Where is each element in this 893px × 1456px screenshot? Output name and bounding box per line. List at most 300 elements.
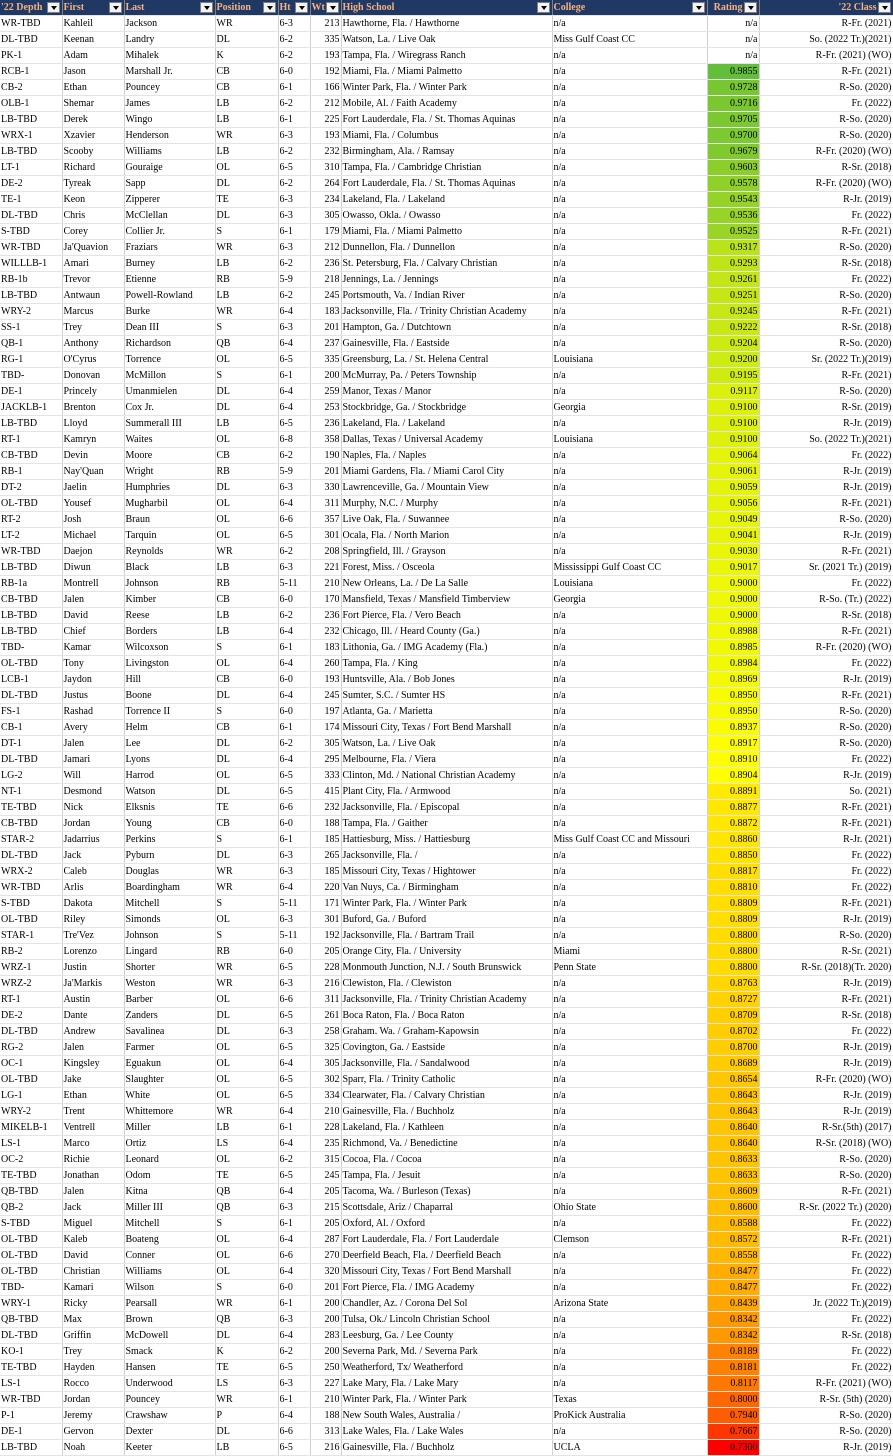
depth-cell[interactable]: TE-TBD xyxy=(0,800,62,816)
table-row[interactable] xyxy=(0,1120,893,1136)
class-cell[interactable]: R-Fr. (2020) (WO) xyxy=(759,1072,893,1088)
position-cell[interactable]: S xyxy=(215,224,278,240)
height-cell[interactable]: 6-2 xyxy=(278,176,310,192)
first-name-cell[interactable]: Ja'Quavion xyxy=(62,240,124,256)
first-name-cell[interactable]: Caleb xyxy=(62,864,124,880)
college-cell[interactable]: n/a xyxy=(552,1008,707,1024)
weight-cell[interactable]: 259 xyxy=(310,384,341,400)
rating-cell[interactable]: 0.9061 xyxy=(707,464,759,480)
first-name-cell[interactable]: Chris xyxy=(62,208,124,224)
high-school-cell[interactable]: Murphy, N.C. / Murphy xyxy=(341,496,552,512)
first-name-cell[interactable]: Kamar xyxy=(62,640,124,656)
position-cell[interactable]: S xyxy=(215,704,278,720)
col-header-high-school[interactable]: High School xyxy=(341,0,552,16)
high-school-cell[interactable]: Fort Pierce, Fla. / Vero Beach xyxy=(341,608,552,624)
first-name-cell[interactable]: Antwaun xyxy=(62,288,124,304)
height-cell[interactable]: 6-3 xyxy=(278,1200,310,1216)
college-cell[interactable]: Georgia xyxy=(552,400,707,416)
class-cell[interactable]: R-Jr. (2019) xyxy=(759,912,893,928)
position-cell[interactable]: TE xyxy=(215,800,278,816)
weight-cell[interactable]: 330 xyxy=(310,480,341,496)
class-cell[interactable]: R-So. (2020) xyxy=(759,720,893,736)
high-school-cell[interactable]: Cocoa, Fla. / Cocoa xyxy=(341,1152,552,1168)
table-row[interactable] xyxy=(0,1392,893,1408)
position-cell[interactable]: TE xyxy=(215,1360,278,1376)
position-cell[interactable]: LB xyxy=(215,608,278,624)
college-cell[interactable]: n/a xyxy=(552,1152,707,1168)
last-name-cell[interactable]: Waites xyxy=(124,432,215,448)
class-cell[interactable]: R-Fr. (2020) (WO) xyxy=(759,640,893,656)
height-cell[interactable]: 6-3 xyxy=(278,912,310,928)
college-cell[interactable]: n/a xyxy=(552,1312,707,1328)
height-cell[interactable]: 6-2 xyxy=(278,48,310,64)
depth-cell[interactable]: DT-1 xyxy=(0,736,62,752)
height-cell[interactable]: 6-2 xyxy=(278,448,310,464)
high-school-cell[interactable]: Missouri City, Texas / Fort Bend Marshall xyxy=(341,1264,552,1280)
col-header-depth[interactable]: '22 Depth xyxy=(0,0,62,16)
rating-cell[interactable]: 0.8640 xyxy=(707,1120,759,1136)
depth-cell[interactable]: RG-1 xyxy=(0,352,62,368)
class-cell[interactable]: Fr. (2022) xyxy=(759,864,893,880)
college-cell[interactable]: n/a xyxy=(552,192,707,208)
high-school-cell[interactable]: Jennings, La. / Jennings xyxy=(341,272,552,288)
last-name-cell[interactable]: Zanders xyxy=(124,1008,215,1024)
class-cell[interactable]: So. (2022 Tr.)(2021) xyxy=(759,432,893,448)
rating-cell[interactable]: 0.8609 xyxy=(707,1184,759,1200)
first-name-cell[interactable]: David xyxy=(62,1248,124,1264)
height-cell[interactable]: 6-6 xyxy=(278,1248,310,1264)
depth-cell[interactable]: TBD- xyxy=(0,640,62,656)
position-cell[interactable]: WR xyxy=(215,128,278,144)
depth-cell[interactable]: RCB-1 xyxy=(0,64,62,80)
rating-cell[interactable]: 0.9855 xyxy=(707,64,759,80)
last-name-cell[interactable]: Leonard xyxy=(124,1152,215,1168)
position-cell[interactable]: DL xyxy=(215,752,278,768)
class-cell[interactable]: R-Fr. (2021) xyxy=(759,64,893,80)
weight-cell[interactable]: 192 xyxy=(310,928,341,944)
filter-dropdown-icon[interactable] xyxy=(109,2,122,13)
height-cell[interactable]: 6-2 xyxy=(278,1152,310,1168)
first-name-cell[interactable]: Diwun xyxy=(62,560,124,576)
table-row[interactable] xyxy=(0,624,893,640)
high-school-cell[interactable]: Graham. Wa. / Graham-Kapowsin xyxy=(341,1024,552,1040)
college-cell[interactable]: n/a xyxy=(552,336,707,352)
rating-cell[interactable]: 0.9222 xyxy=(707,320,759,336)
table-row[interactable] xyxy=(0,1216,893,1232)
rating-cell[interactable]: 0.8950 xyxy=(707,688,759,704)
high-school-cell[interactable]: Jacksonville, Fla. / Sandalwood xyxy=(341,1056,552,1072)
depth-cell[interactable]: WRY-2 xyxy=(0,1104,62,1120)
position-cell[interactable]: OL xyxy=(215,528,278,544)
depth-cell[interactable]: LT-1 xyxy=(0,160,62,176)
last-name-cell[interactable]: Farmer xyxy=(124,1040,215,1056)
depth-cell[interactable]: RG-2 xyxy=(0,1040,62,1056)
rating-cell[interactable]: 0.9603 xyxy=(707,160,759,176)
high-school-cell[interactable]: Hampton, Ga. / Dutchtown xyxy=(341,320,552,336)
high-school-cell[interactable]: Richmond, Va. / Benedictine xyxy=(341,1136,552,1152)
position-cell[interactable]: WR xyxy=(215,864,278,880)
college-cell[interactable]: n/a xyxy=(552,688,707,704)
high-school-cell[interactable]: Dunnellon, Fla. / Dunnellon xyxy=(341,240,552,256)
depth-cell[interactable]: OL-TBD xyxy=(0,656,62,672)
position-cell[interactable]: WR xyxy=(215,304,278,320)
first-name-cell[interactable]: Dante xyxy=(62,1008,124,1024)
rating-cell[interactable]: 0.8763 xyxy=(707,976,759,992)
last-name-cell[interactable]: Fraziars xyxy=(124,240,215,256)
class-cell[interactable]: R-Sr.(5th) (2017) xyxy=(759,1120,893,1136)
weight-cell[interactable]: 235 xyxy=(310,1136,341,1152)
table-row[interactable] xyxy=(0,1104,893,1120)
high-school-cell[interactable]: Hawthorne, Fla. / Hawthorne xyxy=(341,16,552,32)
rating-cell[interactable]: 0.8439 xyxy=(707,1296,759,1312)
height-cell[interactable]: 5-9 xyxy=(278,464,310,480)
first-name-cell[interactable]: Lorenzo xyxy=(62,944,124,960)
class-cell[interactable]: R-Fr. (2021) xyxy=(759,800,893,816)
first-name-cell[interactable]: Anthony xyxy=(62,336,124,352)
weight-cell[interactable]: 166 xyxy=(310,80,341,96)
height-cell[interactable]: 6-3 xyxy=(278,1376,310,1392)
rating-cell[interactable]: 0.9017 xyxy=(707,560,759,576)
weight-cell[interactable]: 301 xyxy=(310,528,341,544)
depth-cell[interactable]: S-TBD xyxy=(0,224,62,240)
position-cell[interactable]: LB xyxy=(215,624,278,640)
col-header-position[interactable]: Position xyxy=(215,0,278,16)
depth-cell[interactable]: TBD- xyxy=(0,1280,62,1296)
class-cell[interactable]: R-Fr. (2021) (WO) xyxy=(759,48,893,64)
last-name-cell[interactable]: Kimber xyxy=(124,592,215,608)
college-cell[interactable]: n/a xyxy=(552,1328,707,1344)
weight-cell[interactable]: 232 xyxy=(310,144,341,160)
height-cell[interactable]: 6-5 xyxy=(278,784,310,800)
high-school-cell[interactable]: St. Petersburg, Fla. / Calvary Christian xyxy=(341,256,552,272)
height-cell[interactable]: 6-6 xyxy=(278,992,310,1008)
position-cell[interactable]: K xyxy=(215,1344,278,1360)
class-cell[interactable]: Fr. (2022) xyxy=(759,1024,893,1040)
table-row[interactable] xyxy=(0,640,893,656)
high-school-cell[interactable]: Buford, Ga. / Buford xyxy=(341,912,552,928)
last-name-cell[interactable]: Crawshaw xyxy=(124,1408,215,1424)
height-cell[interactable]: 6-3 xyxy=(278,848,310,864)
high-school-cell[interactable]: Weatherford, Tx/ Weatherford xyxy=(341,1360,552,1376)
class-cell[interactable]: R-So. (2020) xyxy=(759,736,893,752)
position-cell[interactable]: S xyxy=(215,640,278,656)
last-name-cell[interactable]: Wright xyxy=(124,464,215,480)
rating-cell[interactable]: 0.8800 xyxy=(707,960,759,976)
high-school-cell[interactable]: Missouri City, Texas / Fort Bend Marshall xyxy=(341,720,552,736)
college-cell[interactable]: n/a xyxy=(552,896,707,912)
table-row[interactable] xyxy=(0,528,893,544)
weight-cell[interactable]: 213 xyxy=(310,16,341,32)
depth-cell[interactable]: DE-2 xyxy=(0,176,62,192)
college-cell[interactable]: n/a xyxy=(552,288,707,304)
first-name-cell[interactable]: Yousef xyxy=(62,496,124,512)
col-header-wt[interactable]: Wt xyxy=(310,0,341,16)
table-row[interactable] xyxy=(0,1168,893,1184)
table-row[interactable] xyxy=(0,960,893,976)
table-row[interactable] xyxy=(0,1232,893,1248)
weight-cell[interactable]: 250 xyxy=(310,1360,341,1376)
position-cell[interactable]: LB xyxy=(215,112,278,128)
college-cell[interactable]: n/a xyxy=(552,1088,707,1104)
last-name-cell[interactable]: Eguakun xyxy=(124,1056,215,1072)
rating-cell[interactable]: 0.8702 xyxy=(707,1024,759,1040)
college-cell[interactable]: Clemson xyxy=(552,1232,707,1248)
first-name-cell[interactable]: Kamari xyxy=(62,1280,124,1296)
rating-cell[interactable]: 0.8850 xyxy=(707,848,759,864)
depth-cell[interactable]: WRX-2 xyxy=(0,864,62,880)
height-cell[interactable]: 6-0 xyxy=(278,1280,310,1296)
table-row[interactable] xyxy=(0,1360,893,1376)
last-name-cell[interactable]: Williams xyxy=(124,1264,215,1280)
class-cell[interactable]: R-Sr. (2022 Tr.) (2020) xyxy=(759,1200,893,1216)
depth-cell[interactable]: CB-1 xyxy=(0,720,62,736)
high-school-cell[interactable]: New South Wales, Australia / xyxy=(341,1408,552,1424)
weight-cell[interactable]: 216 xyxy=(310,976,341,992)
height-cell[interactable]: 6-5 xyxy=(278,160,310,176)
height-cell[interactable]: 6-3 xyxy=(278,480,310,496)
college-cell[interactable]: n/a xyxy=(552,448,707,464)
depth-cell[interactable]: WR-TBD xyxy=(0,1392,62,1408)
height-cell[interactable]: 6-3 xyxy=(278,240,310,256)
rating-cell[interactable]: 0.9543 xyxy=(707,192,759,208)
high-school-cell[interactable]: Atlanta, Ga. / Marietta xyxy=(341,704,552,720)
table-row[interactable] xyxy=(0,192,893,208)
last-name-cell[interactable]: Marshall Jr. xyxy=(124,64,215,80)
weight-cell[interactable]: 287 xyxy=(310,1232,341,1248)
high-school-cell[interactable]: Owasso, Okla. / Owasso xyxy=(341,208,552,224)
class-cell[interactable]: R-Jr. (2019) xyxy=(759,464,893,480)
weight-cell[interactable]: 302 xyxy=(310,1072,341,1088)
college-cell[interactable]: Arizona State xyxy=(552,1296,707,1312)
first-name-cell[interactable]: Amari xyxy=(62,256,124,272)
weight-cell[interactable]: 253 xyxy=(310,400,341,416)
weight-cell[interactable]: 232 xyxy=(310,624,341,640)
first-name-cell[interactable]: Trey xyxy=(62,1344,124,1360)
depth-cell[interactable]: PK-1 xyxy=(0,48,62,64)
first-name-cell[interactable]: Corey xyxy=(62,224,124,240)
last-name-cell[interactable]: Henderson xyxy=(124,128,215,144)
weight-cell[interactable]: 185 xyxy=(310,864,341,880)
high-school-cell[interactable]: Springfield, Ill. / Grayson xyxy=(341,544,552,560)
position-cell[interactable]: QB xyxy=(215,1200,278,1216)
depth-cell[interactable]: LB-TBD xyxy=(0,560,62,576)
high-school-cell[interactable]: Mansfield, Texas / Mansfield Timberview xyxy=(341,592,552,608)
table-row[interactable] xyxy=(0,1008,893,1024)
position-cell[interactable]: DL xyxy=(215,1008,278,1024)
class-cell[interactable]: R-Sr. (2021) xyxy=(759,944,893,960)
position-cell[interactable]: OL xyxy=(215,1040,278,1056)
depth-cell[interactable]: DL-TBD xyxy=(0,1024,62,1040)
college-cell[interactable]: n/a xyxy=(552,1072,707,1088)
depth-cell[interactable]: WR-TBD xyxy=(0,240,62,256)
position-cell[interactable]: WR xyxy=(215,1104,278,1120)
high-school-cell[interactable]: Tampa, Fla. / Jesuit xyxy=(341,1168,552,1184)
height-cell[interactable]: 6-3 xyxy=(278,560,310,576)
position-cell[interactable]: LB xyxy=(215,144,278,160)
table-row[interactable] xyxy=(0,176,893,192)
table-row[interactable] xyxy=(0,1200,893,1216)
last-name-cell[interactable]: Livingston xyxy=(124,656,215,672)
depth-cell[interactable]: DL-TBD xyxy=(0,208,62,224)
position-cell[interactable]: RB xyxy=(215,464,278,480)
table-row[interactable] xyxy=(0,144,893,160)
first-name-cell[interactable]: Jordan xyxy=(62,1392,124,1408)
class-cell[interactable]: R-Fr. (2021) xyxy=(759,688,893,704)
height-cell[interactable]: 6-0 xyxy=(278,672,310,688)
first-name-cell[interactable]: Keon xyxy=(62,192,124,208)
depth-cell[interactable]: WR-TBD xyxy=(0,544,62,560)
weight-cell[interactable]: 305 xyxy=(310,1056,341,1072)
high-school-cell[interactable]: Tampa, Fla. / Gaither xyxy=(341,816,552,832)
table-row[interactable] xyxy=(0,688,893,704)
col-header-class[interactable]: '22 Class xyxy=(759,0,893,16)
rating-cell[interactable]: 0.8877 xyxy=(707,800,759,816)
college-cell[interactable]: n/a xyxy=(552,112,707,128)
height-cell[interactable]: 6-2 xyxy=(278,736,310,752)
table-row[interactable] xyxy=(0,304,893,320)
class-cell[interactable]: Fr. (2022) xyxy=(759,576,893,592)
position-cell[interactable]: WR xyxy=(215,1296,278,1312)
position-cell[interactable]: QB xyxy=(215,336,278,352)
table-row[interactable] xyxy=(0,912,893,928)
height-cell[interactable]: 6-4 xyxy=(278,1136,310,1152)
position-cell[interactable]: WR xyxy=(215,16,278,32)
last-name-cell[interactable]: James xyxy=(124,96,215,112)
college-cell[interactable]: n/a xyxy=(552,640,707,656)
table-row[interactable] xyxy=(0,400,893,416)
table-row[interactable] xyxy=(0,320,893,336)
depth-cell[interactable]: TE-TBD xyxy=(0,1360,62,1376)
high-school-cell[interactable]: Miami, Fla. / Miami Palmetto xyxy=(341,224,552,240)
rating-cell[interactable]: 0.9041 xyxy=(707,528,759,544)
first-name-cell[interactable]: Rashad xyxy=(62,704,124,720)
height-cell[interactable]: 6-3 xyxy=(278,864,310,880)
rating-cell[interactable]: 0.9578 xyxy=(707,176,759,192)
rating-cell[interactable]: 0.9728 xyxy=(707,80,759,96)
college-cell[interactable]: n/a xyxy=(552,992,707,1008)
depth-cell[interactable]: LT-2 xyxy=(0,528,62,544)
class-cell[interactable]: R-Jr. (2019) xyxy=(759,1104,893,1120)
table-row[interactable] xyxy=(0,560,893,576)
rating-cell[interactable]: 0.8600 xyxy=(707,1200,759,1216)
class-cell[interactable]: Sr. (2021 Tr.) (2019) xyxy=(759,560,893,576)
weight-cell[interactable]: 265 xyxy=(310,848,341,864)
college-cell[interactable]: n/a xyxy=(552,608,707,624)
first-name-cell[interactable]: Princely xyxy=(62,384,124,400)
height-cell[interactable]: 6-5 xyxy=(278,416,310,432)
weight-cell[interactable]: 190 xyxy=(310,448,341,464)
depth-cell[interactable]: OC-2 xyxy=(0,1152,62,1168)
weight-cell[interactable]: 311 xyxy=(310,992,341,1008)
first-name-cell[interactable]: Lloyd xyxy=(62,416,124,432)
table-row[interactable] xyxy=(0,208,893,224)
height-cell[interactable]: 6-0 xyxy=(278,816,310,832)
table-row[interactable] xyxy=(0,448,893,464)
high-school-cell[interactable]: Jacksonville, Fla. / xyxy=(341,848,552,864)
class-cell[interactable]: R-So. (2020) xyxy=(759,384,893,400)
height-cell[interactable]: 6-2 xyxy=(278,144,310,160)
high-school-cell[interactable]: Lakeland, Fla. / Lakeland xyxy=(341,416,552,432)
position-cell[interactable]: LS xyxy=(215,1376,278,1392)
last-name-cell[interactable]: Perkins xyxy=(124,832,215,848)
table-row[interactable] xyxy=(0,240,893,256)
rating-cell[interactable]: 0.8988 xyxy=(707,624,759,640)
rating-cell[interactable]: 0.8640 xyxy=(707,1136,759,1152)
high-school-cell[interactable]: Winter Park, Fla. / Winter Park xyxy=(341,1392,552,1408)
height-cell[interactable]: 6-4 xyxy=(278,624,310,640)
high-school-cell[interactable]: Fort Lauderdale, Fla. / Fort Lauderdale xyxy=(341,1232,552,1248)
weight-cell[interactable]: 183 xyxy=(310,304,341,320)
height-cell[interactable]: 6-2 xyxy=(278,96,310,112)
height-cell[interactable]: 6-1 xyxy=(278,640,310,656)
depth-cell[interactable]: RB-1 xyxy=(0,464,62,480)
weight-cell[interactable]: 333 xyxy=(310,768,341,784)
first-name-cell[interactable]: Derek xyxy=(62,112,124,128)
last-name-cell[interactable]: Odom xyxy=(124,1168,215,1184)
position-cell[interactable]: S xyxy=(215,928,278,944)
last-name-cell[interactable]: Boone xyxy=(124,688,215,704)
height-cell[interactable]: 6-4 xyxy=(278,304,310,320)
rating-cell[interactable]: 0.8984 xyxy=(707,656,759,672)
high-school-cell[interactable]: Fort Lauderdale, Fla. / St. Thomas Aquinas xyxy=(341,112,552,128)
high-school-cell[interactable]: Stockbridge, Ga. / Stockbridge xyxy=(341,400,552,416)
depth-cell[interactable]: LB-TBD xyxy=(0,416,62,432)
height-cell[interactable]: 6-5 xyxy=(278,768,310,784)
position-cell[interactable]: QB xyxy=(215,1184,278,1200)
first-name-cell[interactable]: Avery xyxy=(62,720,124,736)
rating-cell[interactable]: 0.9200 xyxy=(707,352,759,368)
weight-cell[interactable]: 193 xyxy=(310,48,341,64)
last-name-cell[interactable]: Mugharbil xyxy=(124,496,215,512)
first-name-cell[interactable]: Richie xyxy=(62,1152,124,1168)
first-name-cell[interactable]: Kaleb xyxy=(62,1232,124,1248)
class-cell[interactable]: R-Sr. (2019) xyxy=(759,400,893,416)
position-cell[interactable]: WR xyxy=(215,976,278,992)
rating-cell[interactable]: 0.8937 xyxy=(707,720,759,736)
weight-cell[interactable]: 358 xyxy=(310,432,341,448)
college-cell[interactable]: n/a xyxy=(552,768,707,784)
rating-cell[interactable]: 0.9716 xyxy=(707,96,759,112)
high-school-cell[interactable]: New Orleans, La. / De La Salle xyxy=(341,576,552,592)
weight-cell[interactable]: 197 xyxy=(310,704,341,720)
first-name-cell[interactable]: Kahleil xyxy=(62,16,124,32)
depth-cell[interactable]: S-TBD xyxy=(0,896,62,912)
college-cell[interactable]: Mississippi Gulf Coast CC xyxy=(552,560,707,576)
weight-cell[interactable]: 236 xyxy=(310,416,341,432)
last-name-cell[interactable]: Savalinea xyxy=(124,1024,215,1040)
height-cell[interactable]: 6-0 xyxy=(278,592,310,608)
class-cell[interactable]: Fr. (2022) xyxy=(759,1264,893,1280)
depth-cell[interactable]: WRY-1 xyxy=(0,1296,62,1312)
weight-cell[interactable]: 210 xyxy=(310,1104,341,1120)
college-cell[interactable]: Miss Gulf Coast CC xyxy=(552,32,707,48)
weight-cell[interactable]: 310 xyxy=(310,160,341,176)
first-name-cell[interactable]: Keenan xyxy=(62,32,124,48)
depth-cell[interactable]: DL-TBD xyxy=(0,688,62,704)
col-header-last[interactable]: Last xyxy=(124,0,215,16)
table-row[interactable] xyxy=(0,336,893,352)
weight-cell[interactable]: 170 xyxy=(310,592,341,608)
college-cell[interactable]: n/a xyxy=(552,864,707,880)
table-row[interactable] xyxy=(0,592,893,608)
height-cell[interactable]: 6-4 xyxy=(278,1056,310,1072)
weight-cell[interactable]: 236 xyxy=(310,256,341,272)
first-name-cell[interactable]: Jeremy xyxy=(62,1408,124,1424)
depth-cell[interactable]: JACKLB-1 xyxy=(0,400,62,416)
height-cell[interactable]: 6-2 xyxy=(278,608,310,624)
height-cell[interactable]: 6-4 xyxy=(278,688,310,704)
class-cell[interactable]: So. (2021) xyxy=(759,784,893,800)
